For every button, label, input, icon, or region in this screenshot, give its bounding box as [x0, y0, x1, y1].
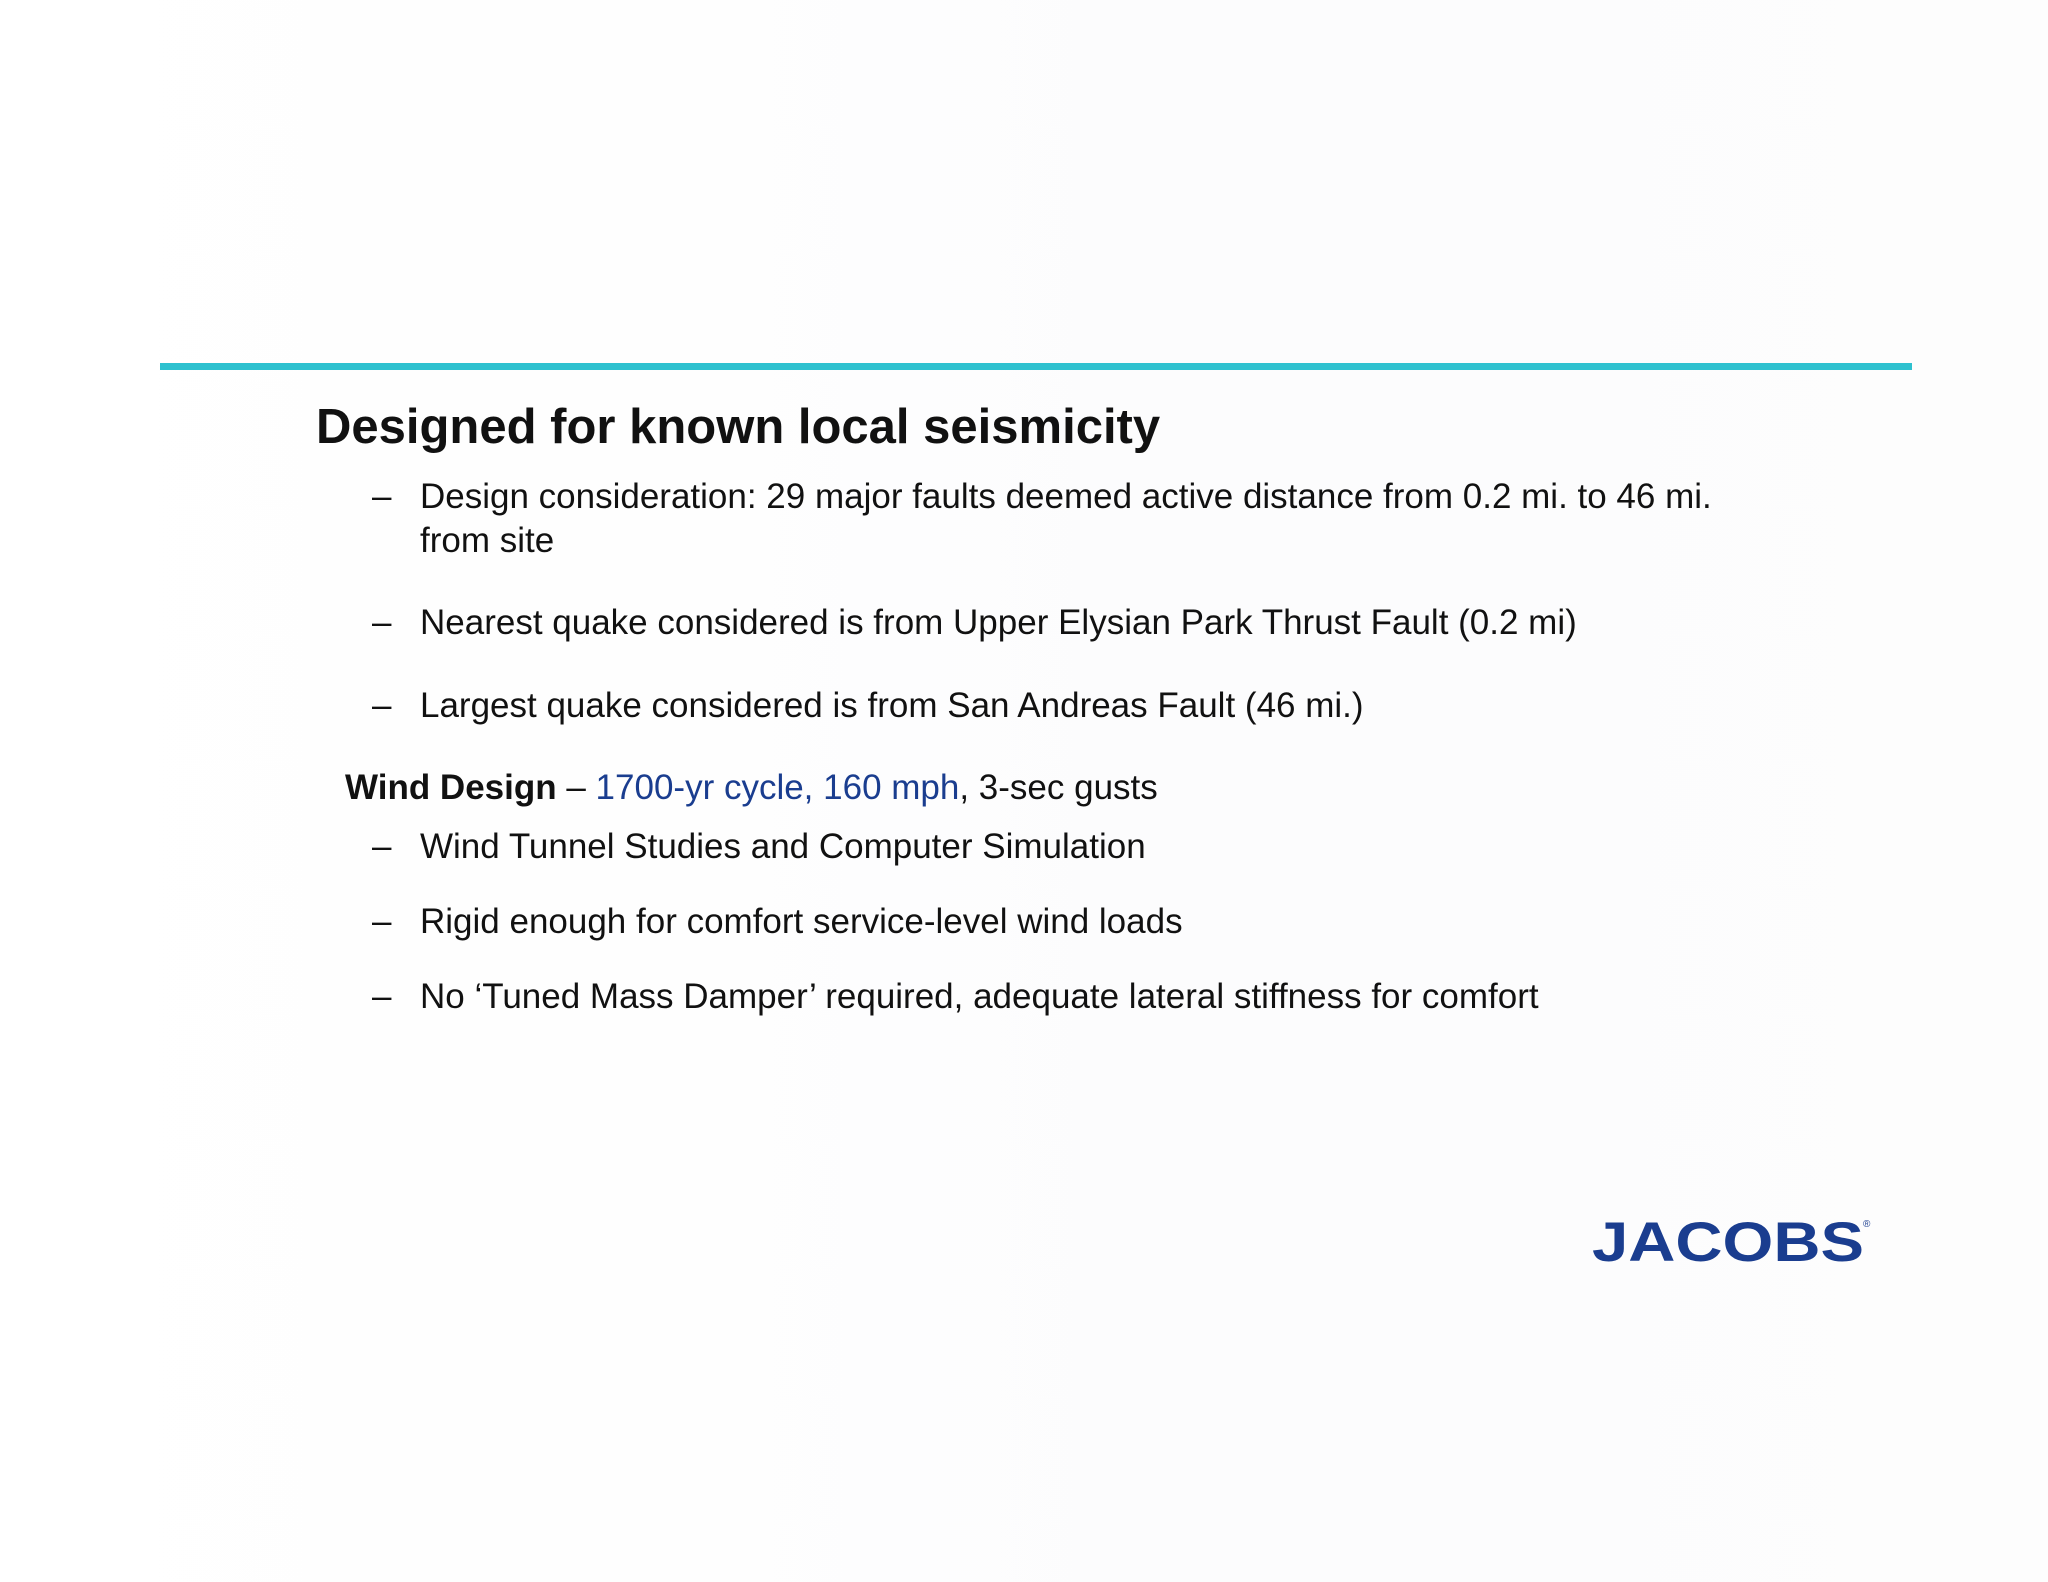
bullet-text: Rigid enough for comfort service-level wind loads: [420, 902, 1183, 941]
bullet-text: Largest quake considered is from San Andreas Fault (46 mi.): [420, 686, 1364, 725]
registered-mark: ®: [1863, 1219, 1871, 1230]
wind-design-highlight: 1700-yr cycle, 160 mph: [595, 768, 960, 807]
wind-design-gusts: , 3-sec gusts: [959, 768, 1158, 807]
accent-rule-bar: [160, 363, 1912, 370]
bullet-dash: –: [372, 477, 392, 516]
bullet-dash: –: [372, 603, 392, 642]
accent-rule: [160, 363, 1912, 370]
bullet-dash: –: [372, 827, 392, 866]
jacobs-logo: [1592, 1215, 1872, 1267]
slide-title: Designed for known local seismicity: [316, 400, 1161, 454]
wind-design-separator: –: [556, 768, 596, 807]
bullet-text-continuation: from site: [420, 521, 555, 560]
jacobs-logo-text: JACOBS: [1592, 1215, 1864, 1267]
bullet-text: Wind Tunnel Studies and Computer Simulation: [420, 827, 1146, 866]
bullet-text: Design consideration: 29 major faults deemed active distance from 0.2 mi. to 46 mi.: [420, 477, 1712, 516]
wind-design-heading: [345, 766, 1158, 810]
bullet-dash: –: [372, 977, 392, 1016]
bullet-dash: –: [372, 902, 392, 941]
bullet-text: No ‘Tuned Mass Damper’ required, adequate lateral stiffness for comfort: [420, 977, 1539, 1016]
bullet-text: Nearest quake considered is from Upper Elysian Park Thrust Fault (0.2 mi): [420, 603, 1577, 642]
wind-design-label: Wind Design: [345, 768, 557, 807]
bullet-dash: –: [372, 686, 392, 725]
